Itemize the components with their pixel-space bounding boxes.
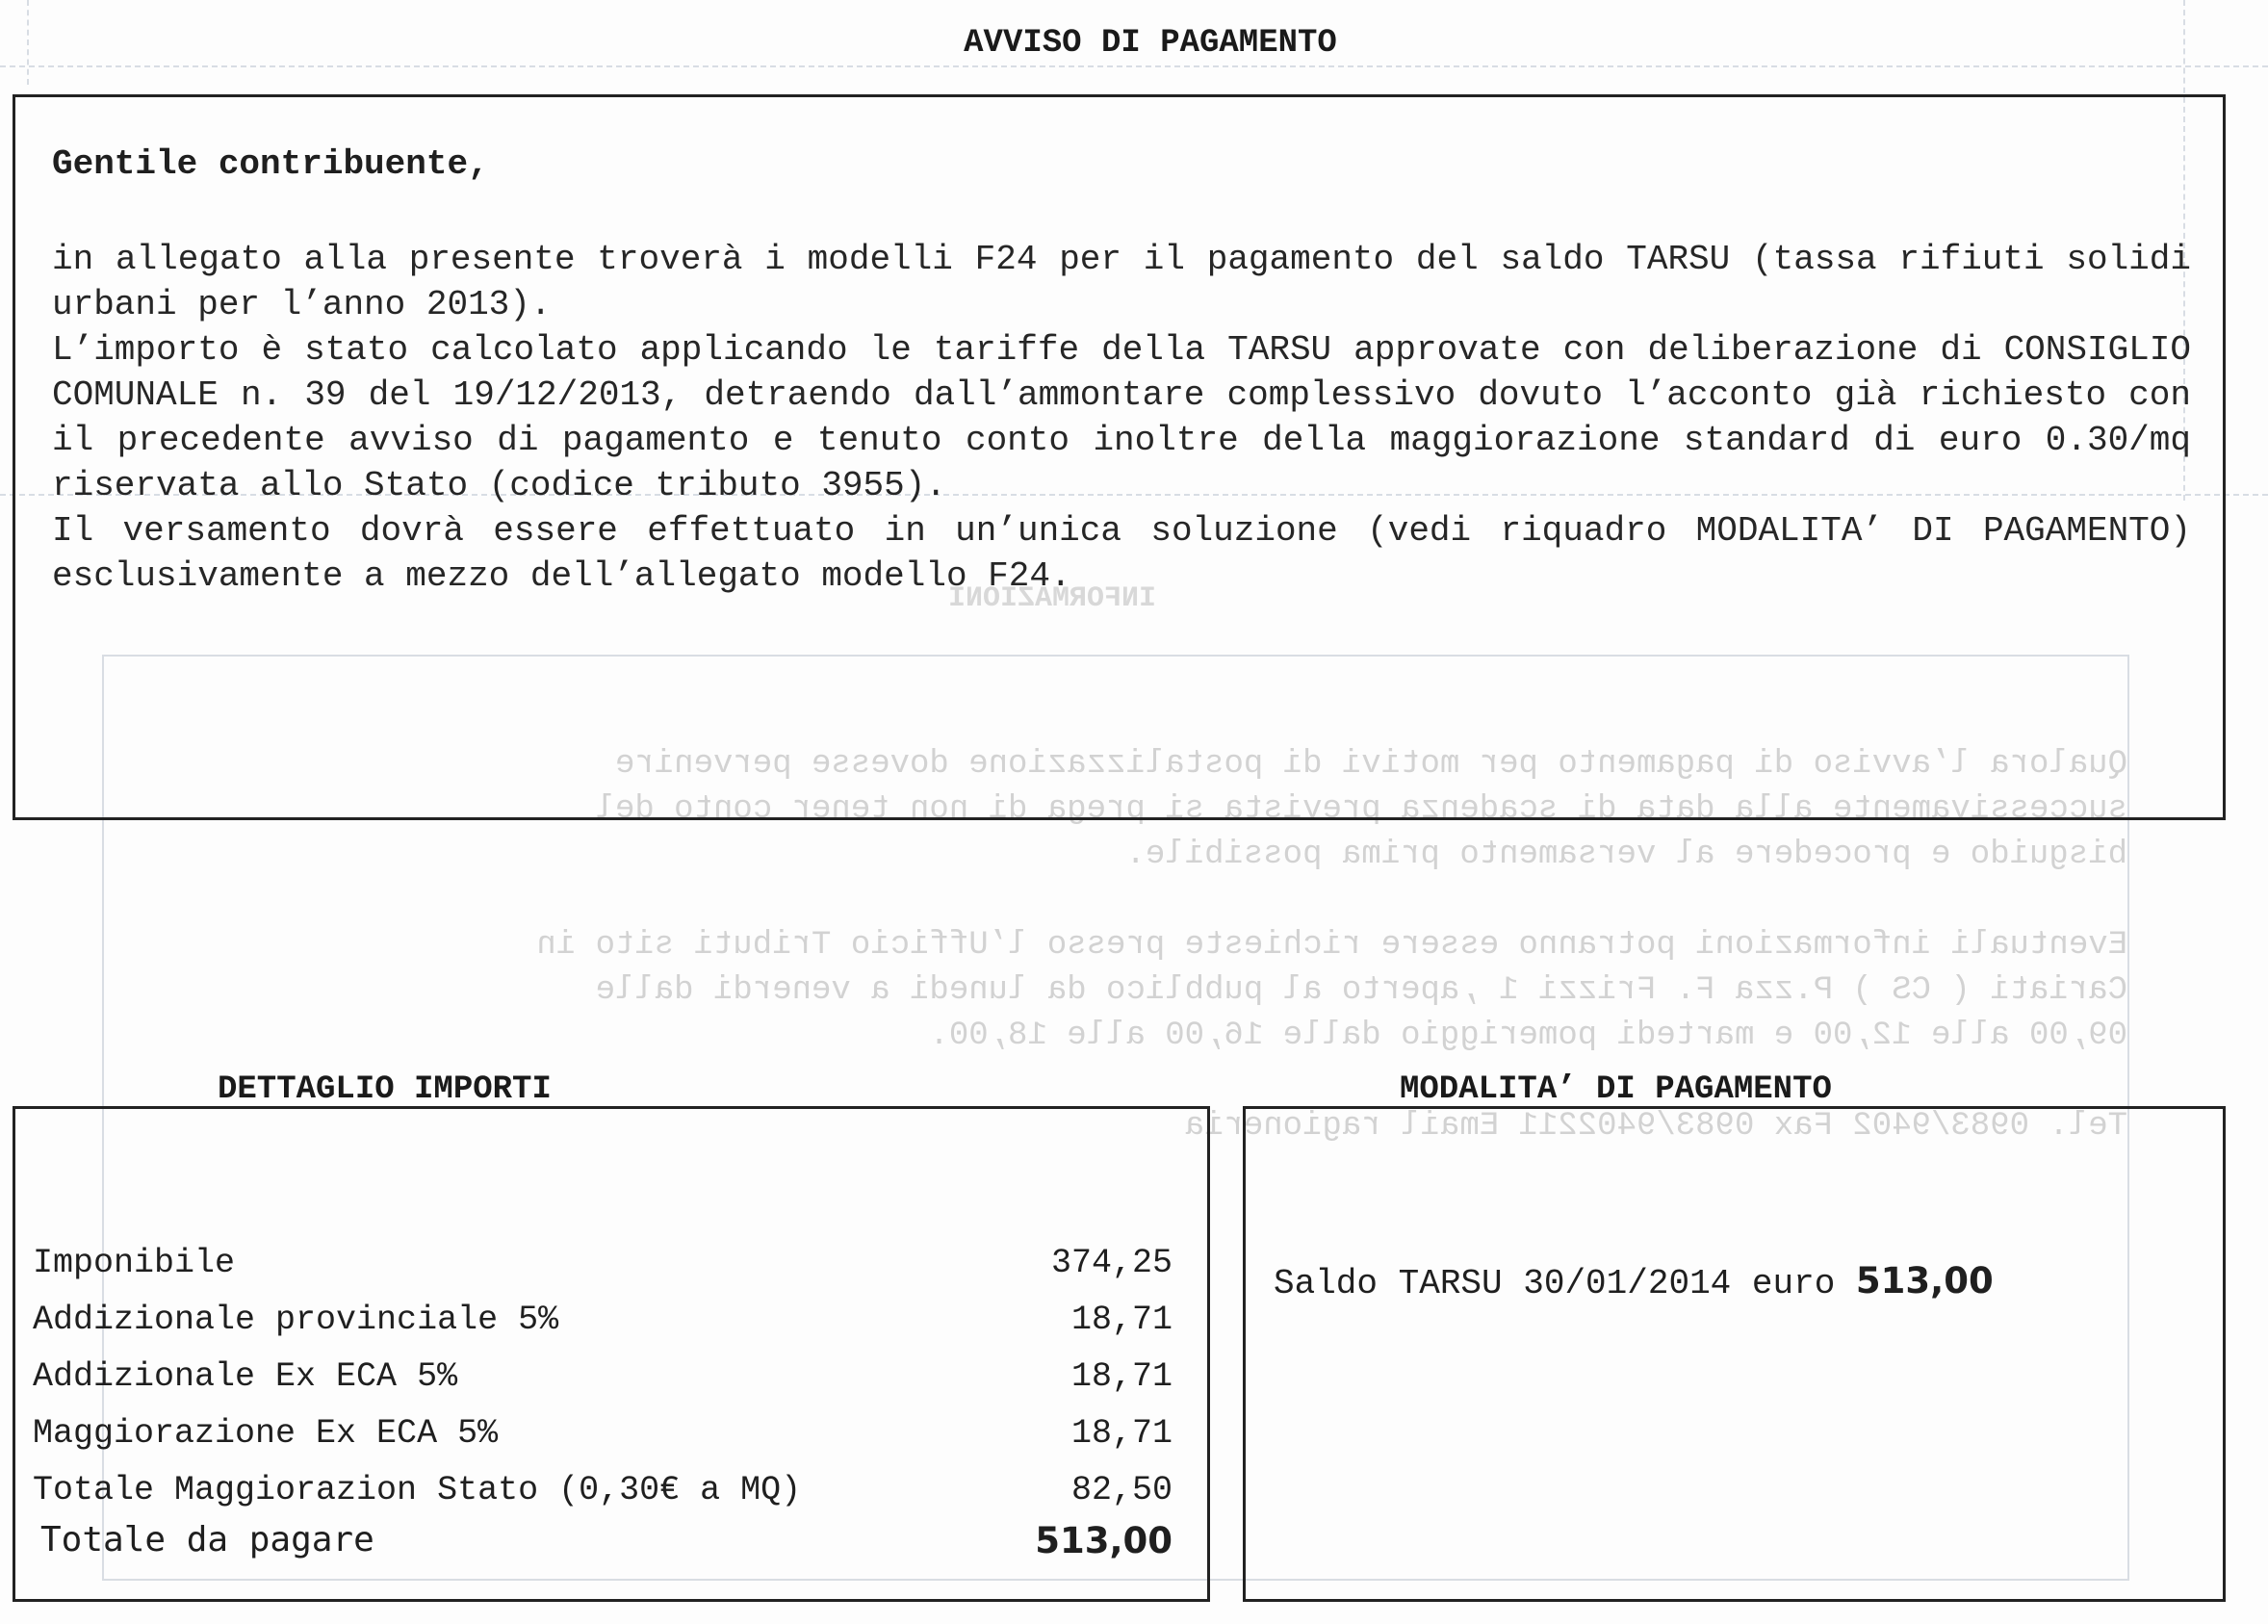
- bleed-through-title: INFORMAZIONI: [948, 582, 1157, 615]
- payment-line-amount: 513,00: [1855, 1260, 1994, 1302]
- payment-line-text: Saldo TARSU 30/01/2014 euro: [1274, 1264, 1836, 1303]
- detail-row-label: Addizionale Ex ECA 5%: [33, 1357, 458, 1396]
- scan-guide-line: [0, 65, 2268, 67]
- detail-row-amount: 18,71: [1070, 1301, 1173, 1339]
- detail-row: [33, 1301, 1173, 1339]
- detail-row-amount: 82,50: [1070, 1471, 1173, 1509]
- greeting: Gentile contribuente,: [52, 144, 489, 184]
- detail-row: [33, 1244, 1173, 1282]
- detail-row-label: Addizionale provinciale 5%: [33, 1301, 559, 1339]
- detail-row-amount: 374,25: [1050, 1244, 1173, 1282]
- page-title: AVVISO DI PAGAMENTO: [964, 25, 1337, 62]
- letter-body: [52, 237, 2191, 599]
- bleed-through-text: Qualora l’avviso di pagamento per motivi di postalizzazione dovesse pervenire successivamente alla data di scadenza prevista si prega di non tener conto del bisguido e procedere al versamento prima possibile. Eventuali informazioni potranno essere richieste presso l’Ufficio Tributi sito in Cariati ( CS ) P.zza F. Frizzi 1 ,aperto al pubblico da lunedi a venerdi dalle 09,00 alle 12,00 e martedi pomeriggio dalle 16,00 alle 18,00. Tel. 0983/9402 Fax 0983/9402211 Email ragioneria: [536, 746, 2127, 1145]
- detail-total-label: Totale da pagare: [40, 1520, 374, 1560]
- detail-total-amount: 513,00: [1035, 1520, 1173, 1561]
- detail-row-label: Totale Maggiorazion Stato (0,30€ a MQ): [33, 1471, 802, 1509]
- detail-row: [33, 1414, 1173, 1453]
- payment-line: [1274, 1260, 1994, 1303]
- payment-title: MODALITA’ DI PAGAMENTO: [1400, 1071, 1832, 1108]
- detail-row-label: Imponibile: [33, 1244, 236, 1282]
- payment-box: [1243, 1106, 2226, 1602]
- detail-title: DETTAGLIO IMPORTI: [218, 1071, 552, 1108]
- detail-total-row: [40, 1520, 1173, 1561]
- letter-paragraph: Il versamento dovrà essere effettuato in un’unica soluzione (vedi riquadro MODALITA’ DI PAGAMENTO) esclusivamente a mezzo dell’allegato modello F24.: [52, 511, 2191, 596]
- detail-row-label: Maggiorazione Ex ECA 5%: [33, 1414, 499, 1453]
- detail-row: [33, 1357, 1173, 1396]
- letter-paragraph: in allegato alla presente troverà i modelli F24 per il pagamento del saldo TARSU (tassa rifiuti solidi urbani per l’anno 2013).: [52, 240, 2191, 324]
- letter-paragraph: L’importo è stato calcolato applicando le tariffe della TARSU approvate con deliberazione di CONSIGLIO COMUNALE n. 39 del 19/12/2013, detraendo dall’ammontare complessivo dovuto l’acconto già richiesto con il precedente avviso di pagamento e tenuto conto inoltre della maggiorazione standard di euro 0.30/mq riservata allo Stato (codice tributo 3955).: [52, 330, 2191, 505]
- detail-row-amount: 18,71: [1070, 1414, 1173, 1453]
- detail-row: [33, 1471, 1173, 1509]
- detail-row-amount: 18,71: [1070, 1357, 1173, 1396]
